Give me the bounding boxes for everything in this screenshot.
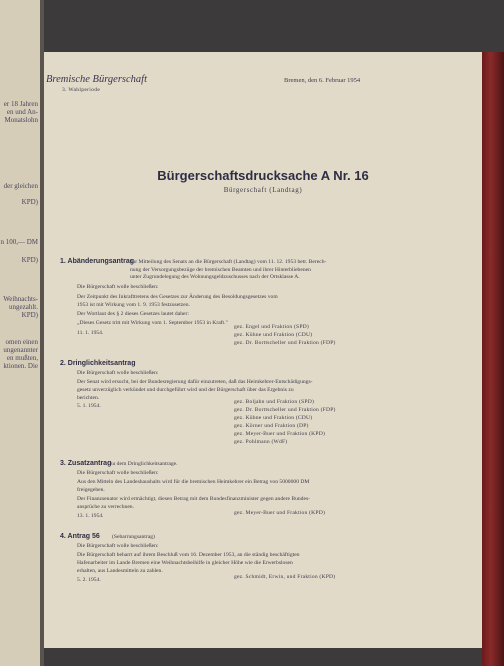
item-1-line: „Dieses Gesetz tritt mit Wirkung vom 1. September 1953 in Kraft." bbox=[77, 320, 228, 326]
item-1-signature: gez. Engel und Fraktion (SPD) bbox=[234, 324, 309, 330]
item-1-line: 1953 ist mit Wirkung vom 1. 9. 1953 festzusetzen. bbox=[77, 302, 190, 308]
item-3-date: 13. 1. 1954. bbox=[77, 513, 104, 519]
item-1-signature: gez. Kühne und Fraktion (CDU) bbox=[234, 332, 313, 338]
left-page-line: ungezahlt. bbox=[9, 303, 38, 311]
item-1-line: Der Zeitpunkt des Inkrafttretens des Gesetzes zur Änderung des Besoldungsgesetzes vom bbox=[77, 294, 278, 300]
item-1-line: Der Wortlaut des § 2 dieses Gesetzes lautet daher: bbox=[77, 311, 189, 317]
item-4-date: 5. 2. 1954. bbox=[77, 577, 101, 583]
item-1-date: 11. 1. 1954. bbox=[77, 330, 104, 336]
left-page-line: KPD) bbox=[21, 198, 38, 206]
item-2-signature: gez. Dr. Borttscheller und Fraktion (FDP) bbox=[234, 407, 336, 413]
item-3-lead: zu dem Dringlichkeitsantrage. bbox=[110, 461, 178, 467]
left-page-line: KPD) bbox=[21, 311, 38, 319]
item-3-line: Die Bürgerschaft wolle beschließen: bbox=[77, 470, 159, 476]
left-page-line: n 100,— DM bbox=[0, 238, 38, 246]
legislative-period: 3. Wahlperiode bbox=[62, 87, 101, 93]
item-3-signature: gez. Meyer-Buer und Fraktion (KPD) bbox=[234, 510, 326, 516]
item-3-line: ansprüche zu verrechnen. bbox=[77, 504, 134, 510]
adjacent-page-fragment bbox=[0, 0, 40, 666]
item-4-signature: gez. Schmidt, Erwin, und Fraktion (KPD) bbox=[234, 574, 336, 580]
item-2-line: Der Senat wird ersucht, bei der Bundesregierung dafür einzutreten, daß das Heimkehrer-Entschädigungs- bbox=[77, 379, 313, 385]
organization-name: Bremische Bürgerschaft bbox=[46, 74, 147, 85]
left-page-line: ktionen. Die bbox=[3, 362, 38, 370]
item-2-heading: 2. Dringlichkeitsantrag bbox=[60, 360, 136, 367]
item-2-date: 5. 1. 1954. bbox=[77, 403, 101, 409]
item-4-lead: (Sebarrungsantrag) bbox=[112, 534, 155, 540]
left-page-line: ungenannter bbox=[3, 346, 38, 354]
item-4-line: Die Bürgerschaft wolle beschließen: bbox=[77, 543, 159, 549]
item-2-line: Die Bürgerschaft wolle beschließen: bbox=[77, 370, 159, 376]
item-3-line: Aus den Mitteln des Landeshaushalts wird für die bremischen Heimkehrer ein Betrag von 5000000 DM bbox=[77, 479, 310, 485]
document-page bbox=[44, 52, 482, 648]
item-1-line: Die Bürgerschaft wolle beschließen: bbox=[77, 284, 159, 290]
item-2-signature: gez. Kühne und Fraktion (CDU) bbox=[234, 415, 313, 421]
left-page-line: er 18 Jahren bbox=[3, 100, 38, 108]
item-1-line: unter Zugrundelegung des Wohnungsgeldzuschusses nach der Ortsklasse A. bbox=[130, 274, 300, 280]
item-4-line: erhalten, aus Landesmitteln zu zahlen. bbox=[77, 568, 163, 574]
left-page-line: en und An- bbox=[6, 108, 38, 116]
item-2-signature: gez. Meyer-Buer und Fraktion (KPD) bbox=[234, 431, 326, 437]
document-title: Bürgerschaftsdrucksache A Nr. 16 bbox=[157, 168, 369, 183]
item-2-signature: gez. Körner und Fraktion (DP) bbox=[234, 423, 309, 429]
red-binding-edge bbox=[482, 52, 504, 666]
item-2-line: gesetz unverzüglich verkündet und durchgeführt wird und der Bürgerschaft über das Ergebnis zu bbox=[77, 387, 294, 393]
item-4-line: Die Bürgerschaft beharrt auf ihrem Beschluß vom 16. Dezember 1953, an die ständig beschäftigten bbox=[77, 552, 300, 558]
item-1-signature: gez. Dr. Borttscheller und Fraktion (FDP) bbox=[234, 340, 336, 346]
left-page-line: KPD) bbox=[21, 256, 38, 264]
item-3-heading: 3. Zusatzantrag bbox=[60, 460, 112, 467]
item-1-lead: zur Mitteilung des Senats an die Bürgerschaft (Landtag) vom 11. 12. 1953 betr. Berech- bbox=[130, 259, 327, 265]
item-2-signature: gez. Pohlmann (WdF) bbox=[234, 439, 288, 445]
document-subtitle: Bürgerschaft (Landtag) bbox=[223, 186, 303, 194]
left-page-line: omen einen bbox=[5, 338, 38, 346]
item-1-heading: 1. Abänderungsantrag bbox=[60, 258, 135, 265]
item-3-line: freigegeben. bbox=[77, 487, 105, 493]
document-date: Bremen, den 6. Februar 1954 bbox=[284, 77, 361, 84]
left-page-line: der gleichen bbox=[3, 182, 38, 190]
item-4-line: Hafenarbeiter im Lande Bremen eine Weihnachtsbeihilfe in gleicher Höhe wie die Erwerbslosen bbox=[77, 560, 293, 566]
left-page-line: en mußten, bbox=[6, 354, 38, 362]
item-1-line: nung der Versorgungsbezüge der bremischen Beamten und ihrer Hinterbliebenen bbox=[130, 267, 311, 273]
item-3-line: Der Finanzsenator wird ermächtigt, diesen Betrag mit dem Bundesfinanzminister gegen andere Bundes- bbox=[77, 496, 311, 502]
item-2-line: berichten. bbox=[77, 395, 100, 401]
item-2-signature: gez. Boljahn und Fraktion (SPD) bbox=[234, 399, 315, 405]
left-page-line: Monatslohn bbox=[4, 116, 38, 124]
item-4-heading: 4. Antrag 56 bbox=[60, 533, 100, 540]
left-page-line: Weihnachts- bbox=[3, 295, 38, 303]
